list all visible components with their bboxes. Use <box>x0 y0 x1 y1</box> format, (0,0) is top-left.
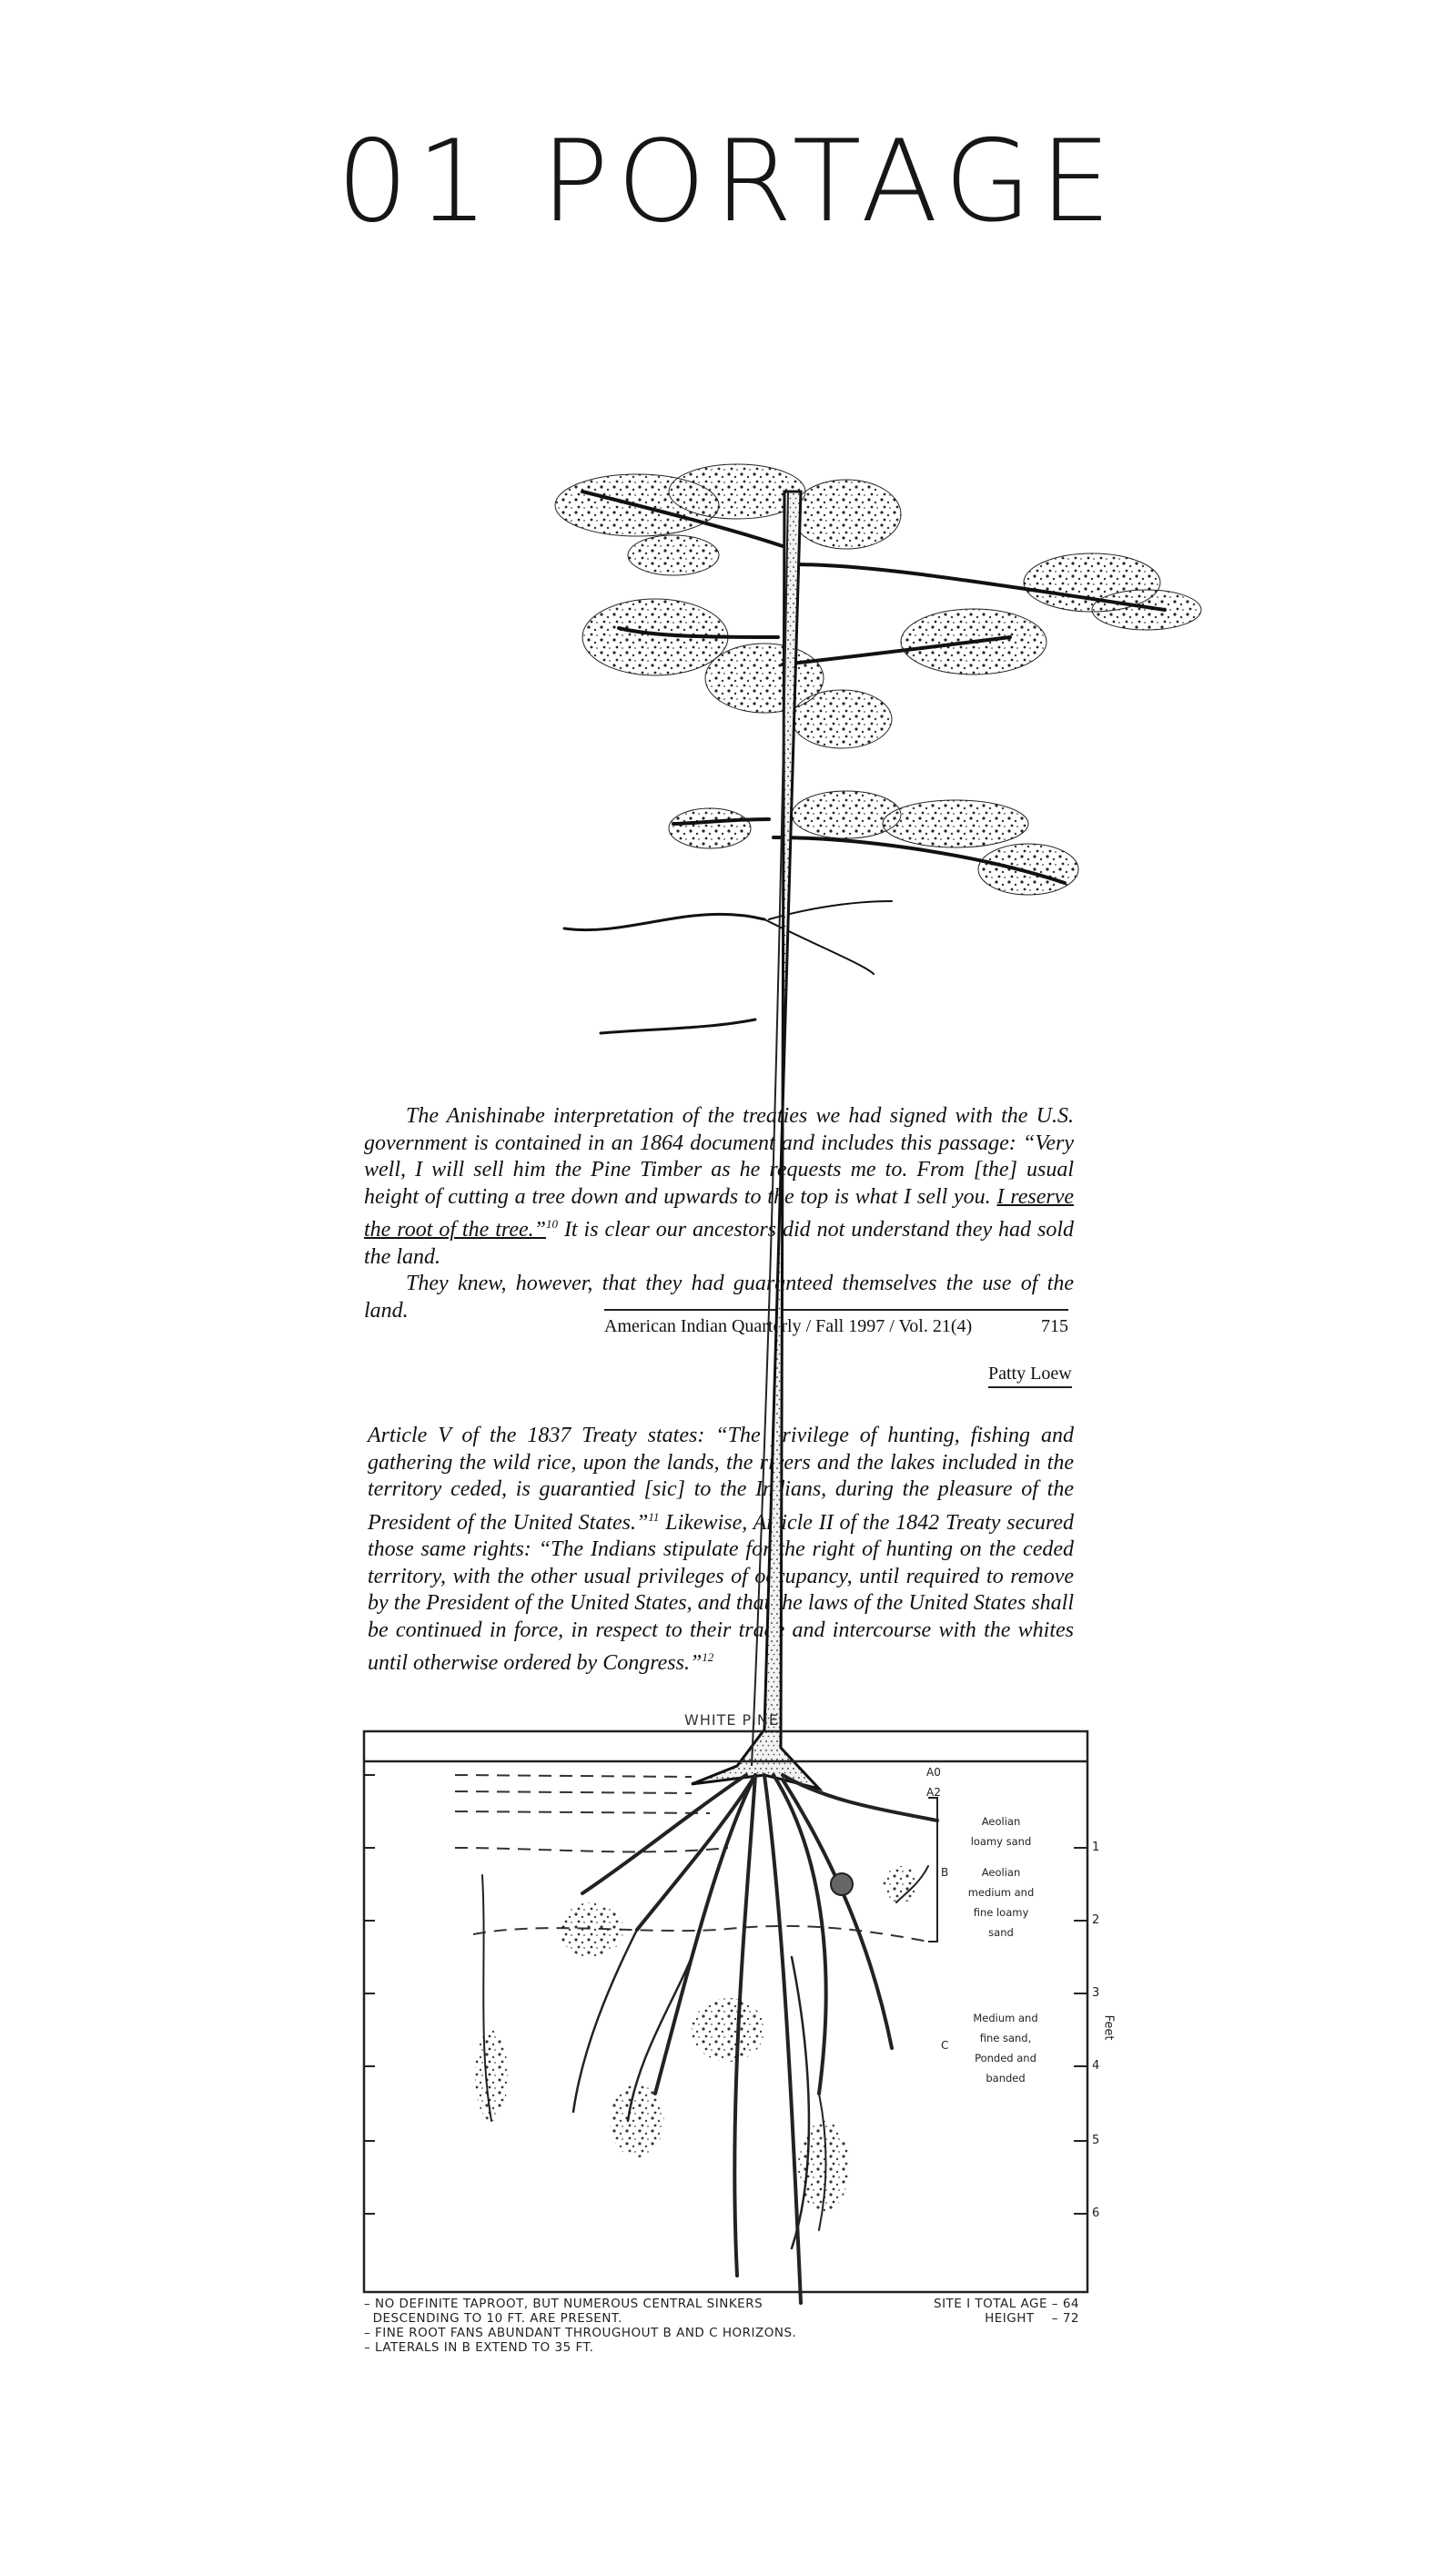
depth-tick-5: 5 <box>1092 2134 1100 2147</box>
passage-1-underlined-quote: I reserve the root of the tree.” <box>364 1184 1075 1242</box>
site-height: HEIGHT – 72 <box>985 2311 1080 2326</box>
passage-1-text-c: They knew, however, that they had guaranteed themselves the use of the land. <box>364 1272 1074 1323</box>
note-line: – FINE ROOT FANS ABUNDANT THROUGHOUT B AND C HORIZONS. <box>364 2326 797 2340</box>
footnote-12: 12 <box>702 1650 714 1664</box>
depth-unit-label: Feet <box>1101 2014 1116 2041</box>
passage-2-text-a: Article V of the 1837 Treaty states: “The privilege of hunting, fishing and gathering the wild rice, upon the lands, the rivers and the lakes included in the territory ceded, is guarantied [sic] to the Indians, during the pleasure of the President of the United States.” <box>368 1424 1074 1535</box>
soil-label-aeolian-medium: Aeolian medium and fine loamy sand <box>967 1866 1035 1939</box>
soil-label-aeolian-loamy: Aeolian loamy sand <box>970 1815 1032 1848</box>
depth-tick-3: 3 <box>1092 1986 1100 2000</box>
note-line: – LATERALS IN B EXTEND TO 35 FT. <box>364 2340 594 2355</box>
footnote-10: 10 <box>545 1217 558 1231</box>
site-info <box>934 2297 1079 2326</box>
depth-tick-4: 4 <box>1092 2059 1100 2073</box>
depth-tick-2: 2 <box>1092 1913 1100 1927</box>
author-name: Patty Loew <box>988 1364 1072 1388</box>
soil-layers <box>455 1775 928 1942</box>
journal-citation: American Indian Quarterly / Fall 1997 / Vol. 21(4) <box>604 1316 973 1336</box>
note-line: DESCENDING TO 10 FT. ARE PRESENT. <box>364 2311 622 2326</box>
horizon-a2: A2 <box>926 1786 941 1799</box>
diagram-notes <box>364 2297 796 2355</box>
horizon-b: B <box>941 1866 949 1879</box>
site-age: SITE I TOTAL AGE – 64 <box>934 2297 1080 2311</box>
pine-foliage <box>555 464 1201 895</box>
passage-2-text-b: Likewise, Article II of the 1842 Treaty secured those same rights: “The Indians stipulate for the right of hunting on the ceded territory, with the other usual privileges of occupancy, until required to remove by the President of the United States, and that the laws of the United States shall be continued in force, in respect to their trade and intercourse with the whites until otherwise ordered by Congress.” <box>368 1510 1075 1675</box>
horizon-a0: A0 <box>926 1766 941 1779</box>
soil-label-medium-fine: Medium and fine sand, Ponded and banded <box>973 2012 1038 2084</box>
depth-tick-1: 1 <box>1092 1841 1100 1854</box>
diagram-title: WHITE PINE <box>684 1711 779 1729</box>
passage-1-text-a: The Anishinabe interpretation of the treaties we had signed with the U.S. government is contained in an 1864 document and includes this passage: “Very well, I will sell him the Pine Timber as he requests me to. From [the] usual height of cutting a tree down and upwards to the top is what I sell you. <box>364 1104 1074 1209</box>
horizon-c: C <box>941 2039 949 2052</box>
page-title: 01 PORTAGE <box>337 117 1119 248</box>
footnote-11: 11 <box>648 1509 660 1524</box>
note-line: – NO DEFINITE TAPROOT, BUT NUMEROUS CENTRAL SINKERS <box>364 2297 763 2311</box>
depth-tick-6: 6 <box>1092 2206 1100 2220</box>
passage-1-text-b: It is clear our ancestors did not understand they had sold the land. <box>364 1218 1075 1269</box>
page-number: 715 <box>1041 1316 1068 1336</box>
